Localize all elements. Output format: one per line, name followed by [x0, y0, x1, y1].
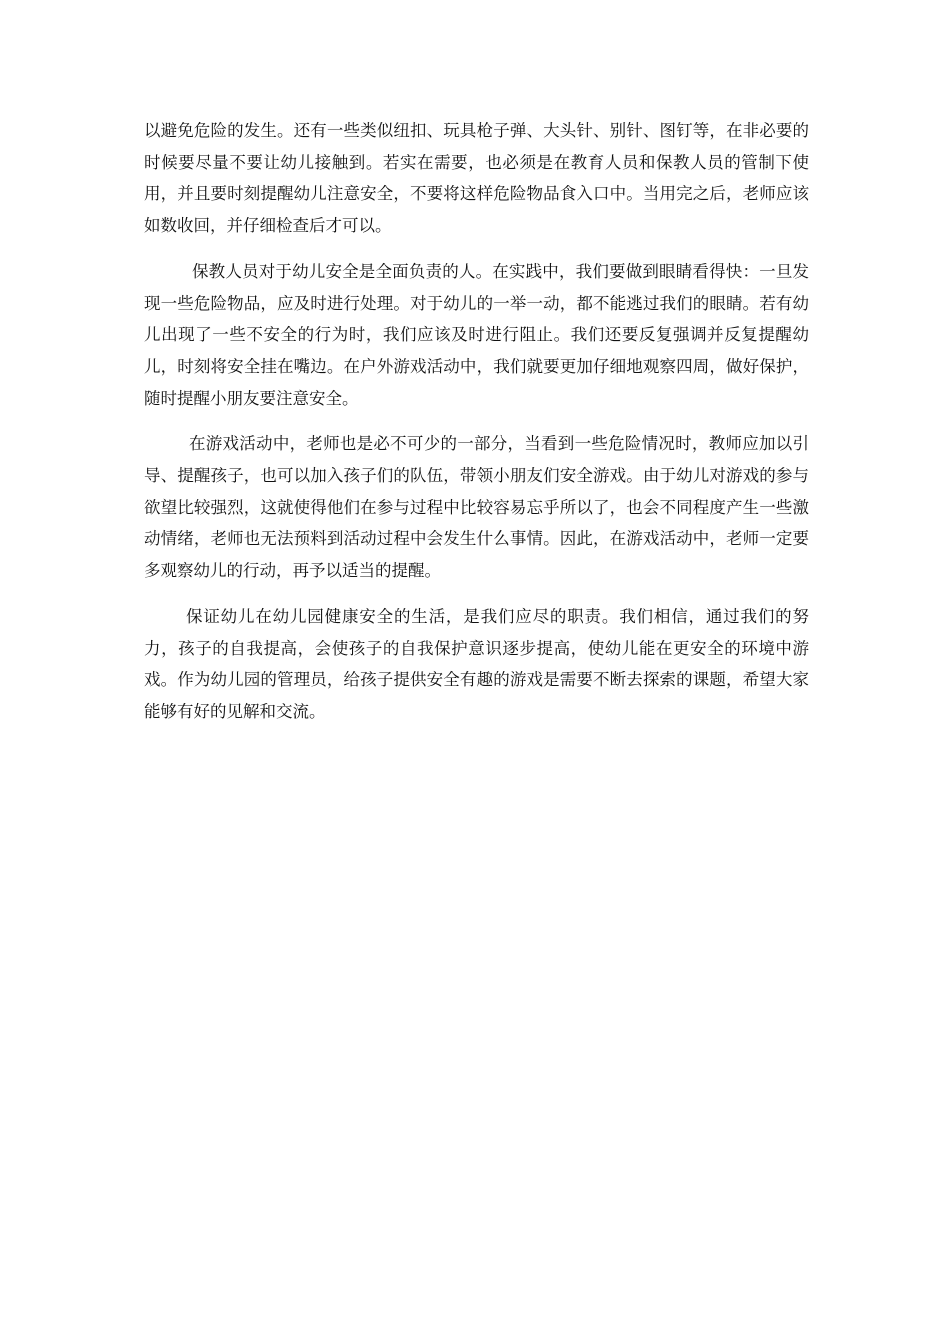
paragraph-3: 在游戏活动中，老师也是必不可少的一部分，当看到一些危险情况时，教师应加以引导、提醒孩子，也可以加入孩子们的队伍，带领小朋友们安全游戏。由于幼儿对游戏的参与欲望比较强烈，这就使得他们在参与过程中比较容易忘乎所以了，也会不同程度产生一些激动情绪，老师也无法预料到活动过程中会发生什么事情。因此，在游戏活动中，老师一定要多观察幼儿的行动，再予以适当的提醒。 [144, 434, 809, 581]
document-body [144, 115, 809, 742]
paragraph-2: 保教人员对于幼儿安全是全面负责的人。在实践中，我们要做到眼睛看得快：一旦发现一些危险物品，应及时进行处理。对于幼儿的一举一动，都不能逃过我们的眼睛。若有幼儿出现了一些不安全的行为时，我们应该及时进行阻止。我们还要反复强调并反复提醒幼儿，时刻将安全挂在嘴边。在户外游戏活动中，我们就要更加仔细地观察四周，做好保护，随时提醒小朋友要注意安全。 [144, 261, 809, 408]
paragraph-4: 保证幼儿在幼儿园健康安全的生活，是我们应尽的职责。我们相信，通过我们的努力，孩子的自我提高，会使孩子的自我保护意识逐步提高，使幼儿能在更安全的环境中游戏。作为幼儿园的管理员，给孩子提供安全有趣的游戏是需要不断去探索的课题，希望大家能够有好的见解和交流。 [144, 606, 809, 721]
paragraph-1: 以避免危险的发生。还有一些类似纽扣、玩具枪子弹、大头针、别针、图钉等，在非必要的时候要尽量不要让幼儿接触到。若实在需要，也必须是在教育人员和保教人员的管制下使用，并且要时刻提醒幼儿注意安全，不要将这样危险物品食入口中。当用完之后，老师应该如数收回，并仔细检查后才可以。 [144, 121, 809, 236]
